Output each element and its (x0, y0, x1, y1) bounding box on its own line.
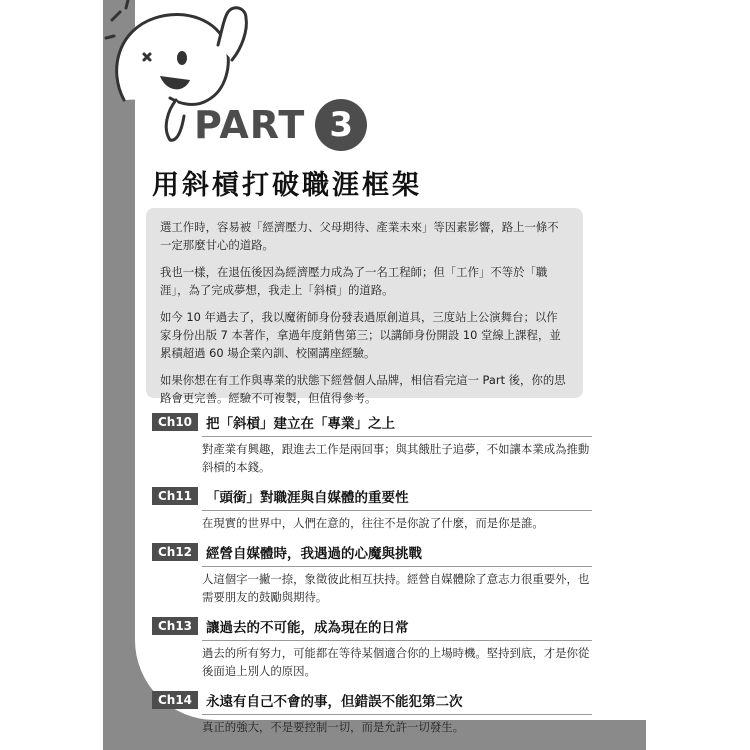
chapter-item (152, 542, 592, 606)
chapter-description: 在現實的世界中，人們在意的，往往不是你說了什麼，而是你是誰。 (202, 510, 592, 532)
chapter-item (152, 690, 592, 736)
intro-paragraph: 選工作時，容易被「經濟壓力、父母期待、產業未來」等因素影響，路上一條不一定那麼甘心的道路。 (160, 220, 559, 252)
part-number-badge: 3 (315, 99, 367, 151)
intro-paragraph: 我也一樣，在退伍後因為經濟壓力成為了一名工程師；但「工作」不等於「職涯」，為了完成夢想，我走上「斜槓」的道路。 (160, 265, 548, 297)
chapter-title: 把「斜槓」建立在「專業」之上 (206, 416, 395, 432)
chapter-description: 過去的所有努力，可能都在等待某個適合你的上場時機。堅持到底，才是你從後面追上別人的原因。 (202, 640, 592, 680)
part-label: PART (194, 103, 306, 147)
chapter-description: 對產業有興趣，跟進去工作是兩回事；與其餓肚子追夢，不如讓本業成為推動斜槓的本錢。 (202, 436, 592, 476)
chapter-badge: Ch10 (152, 413, 198, 431)
chapter-description: 人這個字一撇一捺，象徵彼此相互扶持。經營自媒體除了意志力很重要外，也需要朋友的鼓勵與期待。 (202, 566, 592, 606)
intro-paragraph: 如今 10 年過去了，我以魔術師身份發表過原創道具，三度站上公演舞台；以作家身份出版 7 本著作，拿過年度銷售第三；以講師身份開設 10 堂線上課程，並累積超過 60 場企業內訓、校園講座經驗。 (160, 310, 561, 360)
page-title: 用斜槓打破職涯框架 (152, 170, 422, 201)
chapter-item (152, 616, 592, 680)
chapter-list (152, 412, 592, 746)
intro-paragraph: 如果你想在有工作與專業的狀態下經營個人品牌，相信看完這一 Part 後，你的思路會更完善。經驗不可複製，但值得參考。 (160, 373, 566, 405)
chapter-title: 經營自媒體時，我遇過的心魔與挑戰 (206, 546, 422, 562)
chapter-title: 「頭銜」對職涯與自媒體的重要性 (206, 490, 409, 506)
part-heading (194, 100, 367, 150)
chapter-title: 讓過去的不可能，成為現在的日常 (206, 620, 409, 636)
chapter-title: 永遠有自己不會的事，但錯誤不能犯第二次 (206, 694, 463, 710)
chapter-item (152, 412, 592, 476)
chapter-badge: Ch11 (152, 487, 198, 505)
chapter-badge: Ch13 (152, 617, 198, 635)
chapter-item (152, 486, 592, 532)
chapter-description: 真正的強大，不是要控制一切，而是允許一切發生。 (202, 714, 592, 736)
chapter-badge: Ch12 (152, 543, 198, 561)
intro-box (146, 208, 583, 405)
chapter-badge: Ch14 (152, 691, 198, 709)
